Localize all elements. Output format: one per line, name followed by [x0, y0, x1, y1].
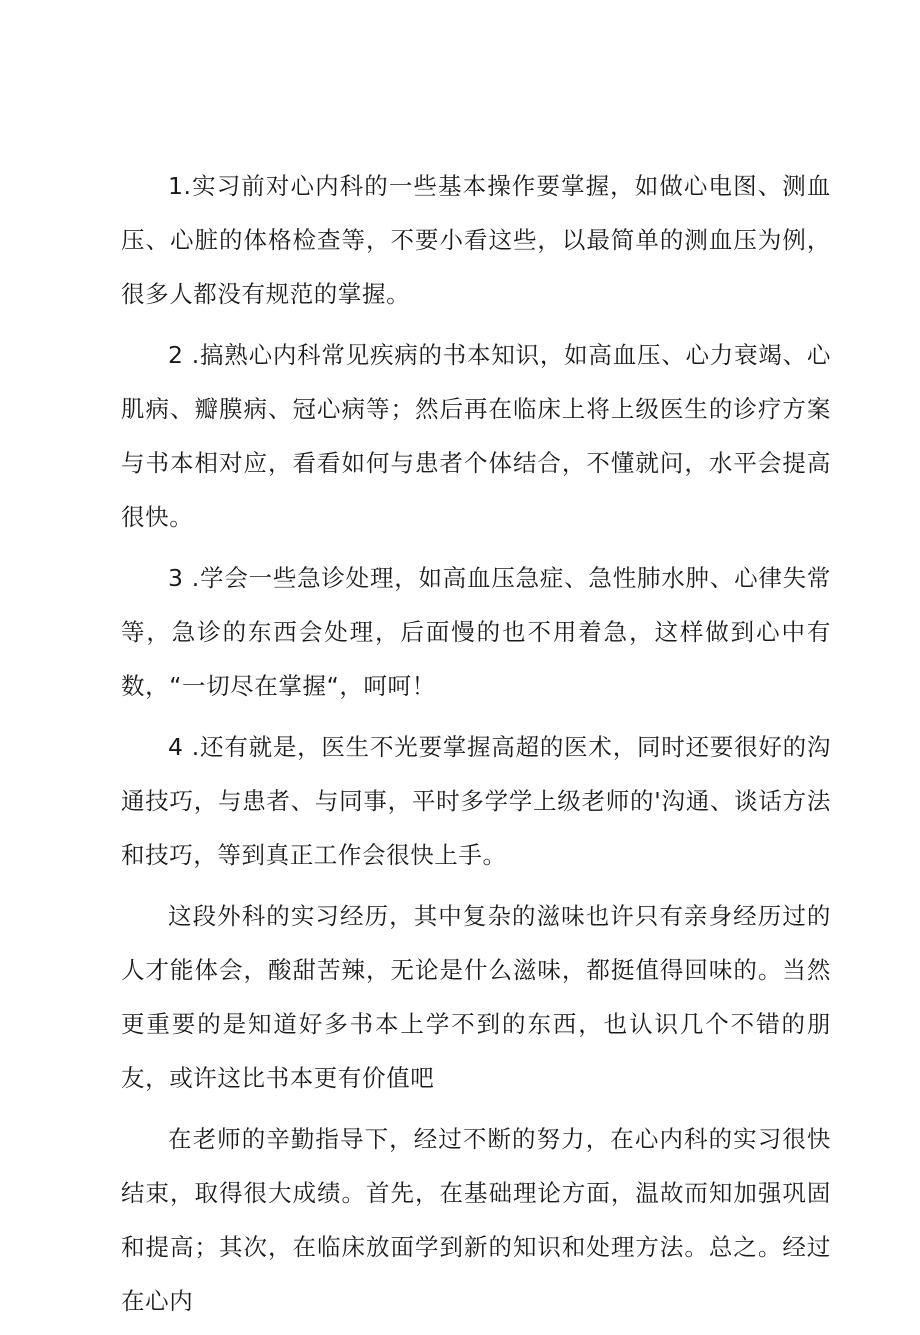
paragraph-6: 在老师的辛勤指导下，经过不断的努力，在心内科的实习很快结束，取得很大成绩。首先，在基础理论方面，温故而知加强巩固和提高；其次，在临床放面学到新的知识和处理方法。总之。经过在心内 — [121, 1125, 831, 1315]
paragraph-4: 4 .还有就是，医生不光要掌握高超的医术，同时还要很好的沟通技巧，与患者、与同事，平时多学学上级老师的'沟通、谈话方法和技巧，等到真正工作会很快上手。 — [121, 733, 831, 869]
document-body — [121, 159, 831, 1335]
paragraph-2: 2 .搞熟心内科常见疾病的书本知识，如高血压、心力衰竭、心肌病、瓣膜病、冠心病等；然后再在临床上将上级医生的诊疗方案与书本相对应，看看如何与患者个体结合，不懂就问，水平会提高很快。 — [121, 341, 831, 531]
paragraph-3: 3 .学会一些急诊处理，如高血压急症、急性肺水肿、心律失常等，急诊的东西会处理，后面慢的也不用着急，这样做到心中有数，“一切尽在掌握“，呵呵！ — [121, 564, 831, 700]
paragraph-5: 这段外科的实习经历，其中复杂的滋味也许只有亲身经历过的人才能体会，酸甜苦辣，无论是什么滋味，都挺值得回味的。当然更重要的是知道好多书本上学不到的东西，也认识几个不错的朋友，或许这比书本更有价值吧 — [121, 902, 831, 1092]
paragraph-1: 1.实习前对心内科的一些基本操作要掌握，如做心电图、测血压、心脏的体格检查等，不要小看这些，以最简单的测血压为例，很多人都没有规范的掌握。 — [121, 172, 831, 308]
